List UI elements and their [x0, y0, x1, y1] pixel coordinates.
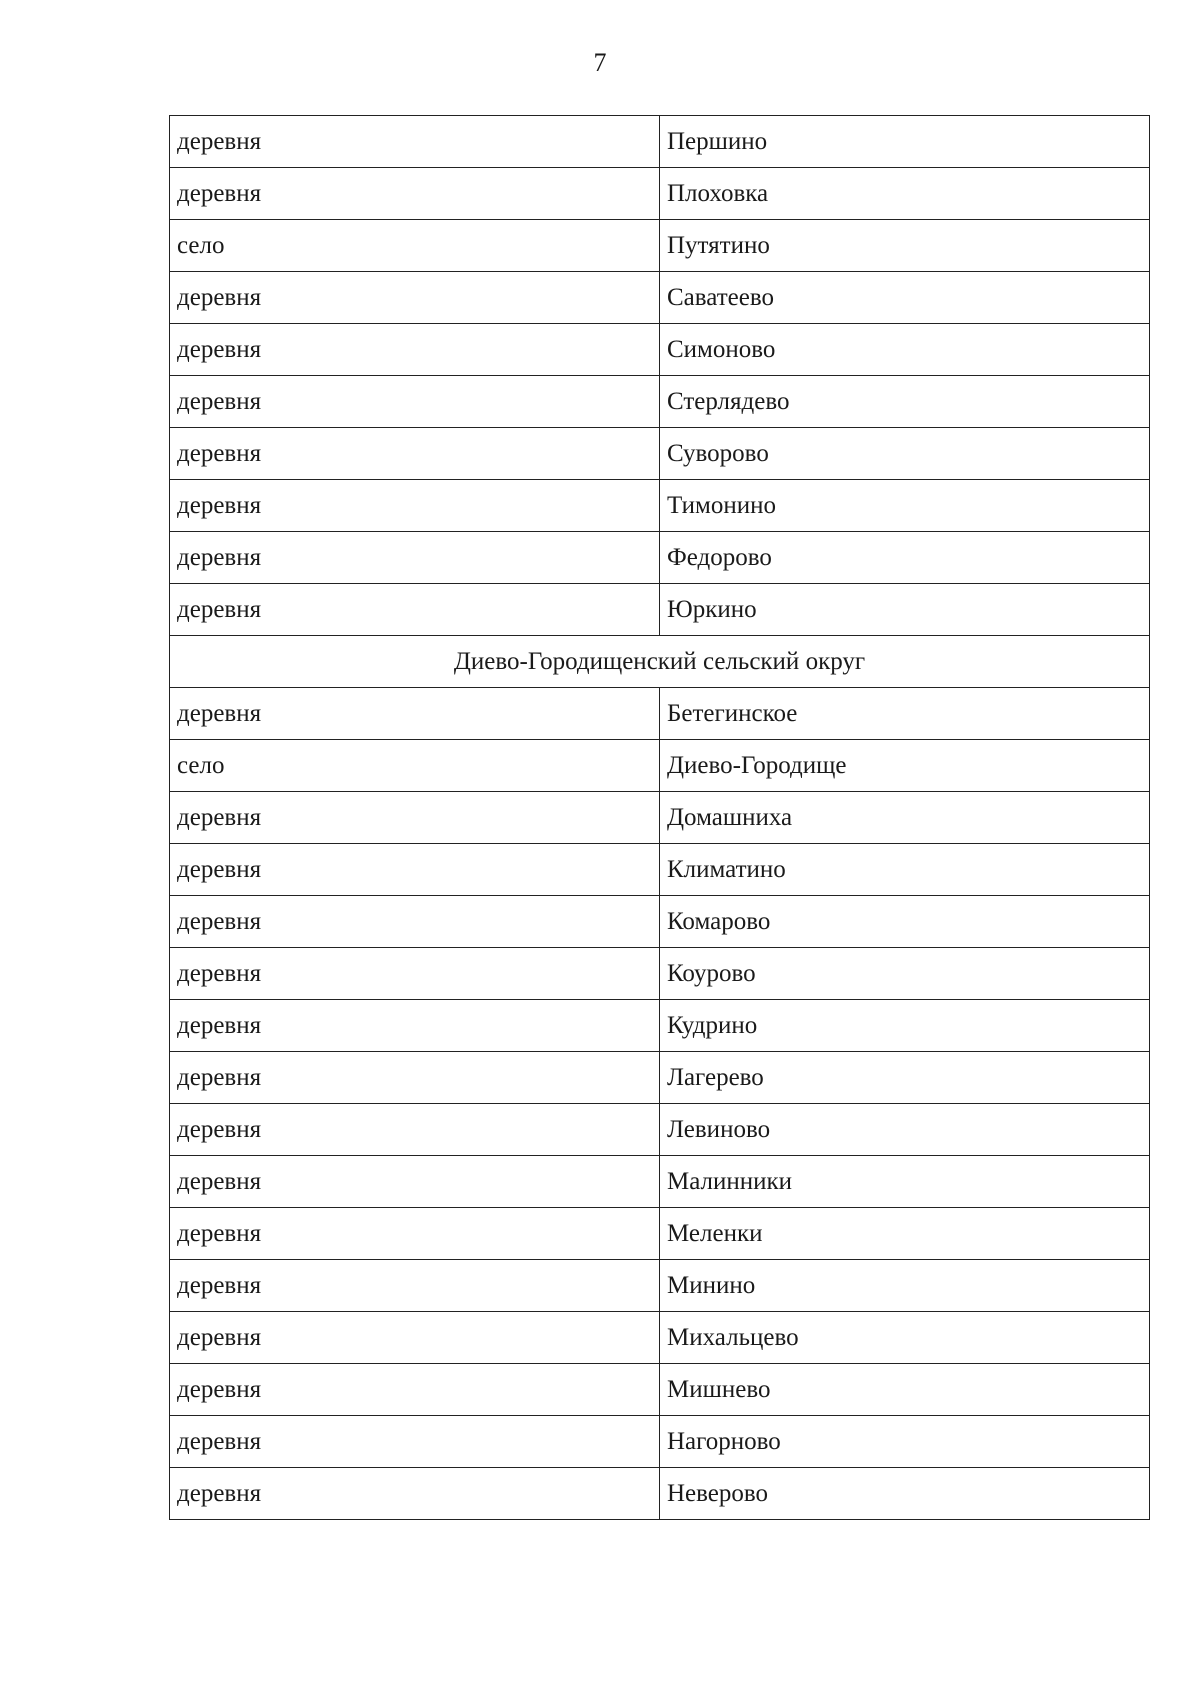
table-row	[170, 324, 1150, 376]
table-row	[170, 220, 1150, 272]
settlement-type-cell: деревня	[170, 116, 660, 168]
page-number: 7	[593, 48, 607, 77]
table-row	[170, 428, 1150, 480]
table-row	[170, 844, 1150, 896]
table-row	[170, 1312, 1150, 1364]
table-row	[170, 948, 1150, 1000]
settlement-name-cell: Меленки	[660, 1208, 1150, 1260]
settlement-type-cell: деревня	[170, 948, 660, 1000]
settlement-name-cell: Юркино	[660, 584, 1150, 636]
settlement-type-cell: деревня	[170, 480, 660, 532]
settlement-name-cell: Диево-Городище	[660, 740, 1150, 792]
settlement-name-cell: Першино	[660, 116, 1150, 168]
settlement-name-cell: Минино	[660, 1260, 1150, 1312]
table-row	[170, 480, 1150, 532]
table-row	[170, 688, 1150, 740]
settlement-name-cell: Мишнево	[660, 1364, 1150, 1416]
table-row	[170, 1000, 1150, 1052]
settlement-type-cell: деревня	[170, 584, 660, 636]
settlement-type-cell: деревня	[170, 688, 660, 740]
table-row	[170, 272, 1150, 324]
table-row	[170, 116, 1150, 168]
settlement-type-cell: деревня	[170, 844, 660, 896]
settlement-type-cell: село	[170, 740, 660, 792]
settlement-type-cell: деревня	[170, 324, 660, 376]
settlement-type-cell: деревня	[170, 1260, 660, 1312]
settlement-name-cell: Тимонино	[660, 480, 1150, 532]
table-row	[170, 792, 1150, 844]
settlements-table	[169, 115, 1150, 1520]
settlement-type-cell: деревня	[170, 272, 660, 324]
settlement-type-cell: деревня	[170, 1208, 660, 1260]
settlement-name-cell: Симоново	[660, 324, 1150, 376]
settlement-type-cell: деревня	[170, 376, 660, 428]
settlement-name-cell: Левиново	[660, 1104, 1150, 1156]
settlement-type-cell: село	[170, 220, 660, 272]
settlement-name-cell: Климатино	[660, 844, 1150, 896]
settlement-type-cell: деревня	[170, 1000, 660, 1052]
settlement-type-cell: деревня	[170, 1052, 660, 1104]
table-row	[170, 1104, 1150, 1156]
table-row	[170, 1208, 1150, 1260]
settlement-name-cell: Лагерево	[660, 1052, 1150, 1104]
settlement-type-cell: деревня	[170, 168, 660, 220]
settlement-type-cell: деревня	[170, 1312, 660, 1364]
settlement-name-cell: Домашниха	[660, 792, 1150, 844]
table-row	[170, 376, 1150, 428]
table-row	[170, 1364, 1150, 1416]
table-row	[170, 168, 1150, 220]
settlement-name-cell: Малинники	[660, 1156, 1150, 1208]
settlement-type-cell: деревня	[170, 1468, 660, 1520]
settlement-name-cell: Михальцево	[660, 1312, 1150, 1364]
settlement-name-cell: Саватеево	[660, 272, 1150, 324]
table-row	[170, 1052, 1150, 1104]
settlement-name-cell: Неверово	[660, 1468, 1150, 1520]
section-title: Диево-Городищенский сельский округ	[170, 636, 1150, 688]
table-row	[170, 532, 1150, 584]
settlement-name-cell: Путятино	[660, 220, 1150, 272]
settlement-type-cell: деревня	[170, 1416, 660, 1468]
table-row	[170, 1416, 1150, 1468]
settlement-name-cell: Плоховка	[660, 168, 1150, 220]
table-row	[170, 740, 1150, 792]
settlement-type-cell: деревня	[170, 532, 660, 584]
settlement-type-cell: деревня	[170, 428, 660, 480]
settlements-table-body	[170, 116, 1150, 1520]
settlement-name-cell: Федорово	[660, 532, 1150, 584]
section-header-row	[170, 636, 1150, 688]
settlement-name-cell: Стерлядево	[660, 376, 1150, 428]
table-row	[170, 1260, 1150, 1312]
table-row	[170, 1468, 1150, 1520]
settlement-type-cell: деревня	[170, 1364, 660, 1416]
settlement-type-cell: деревня	[170, 896, 660, 948]
settlement-name-cell: Комарово	[660, 896, 1150, 948]
settlement-type-cell: деревня	[170, 1156, 660, 1208]
table-row	[170, 1156, 1150, 1208]
settlement-name-cell: Бетегинское	[660, 688, 1150, 740]
settlement-name-cell: Коурово	[660, 948, 1150, 1000]
settlement-name-cell: Кудрино	[660, 1000, 1150, 1052]
settlement-type-cell: деревня	[170, 1104, 660, 1156]
settlement-name-cell: Нагорново	[660, 1416, 1150, 1468]
settlement-name-cell: Суворово	[660, 428, 1150, 480]
settlement-type-cell: деревня	[170, 792, 660, 844]
table-row	[170, 896, 1150, 948]
table-row	[170, 584, 1150, 636]
